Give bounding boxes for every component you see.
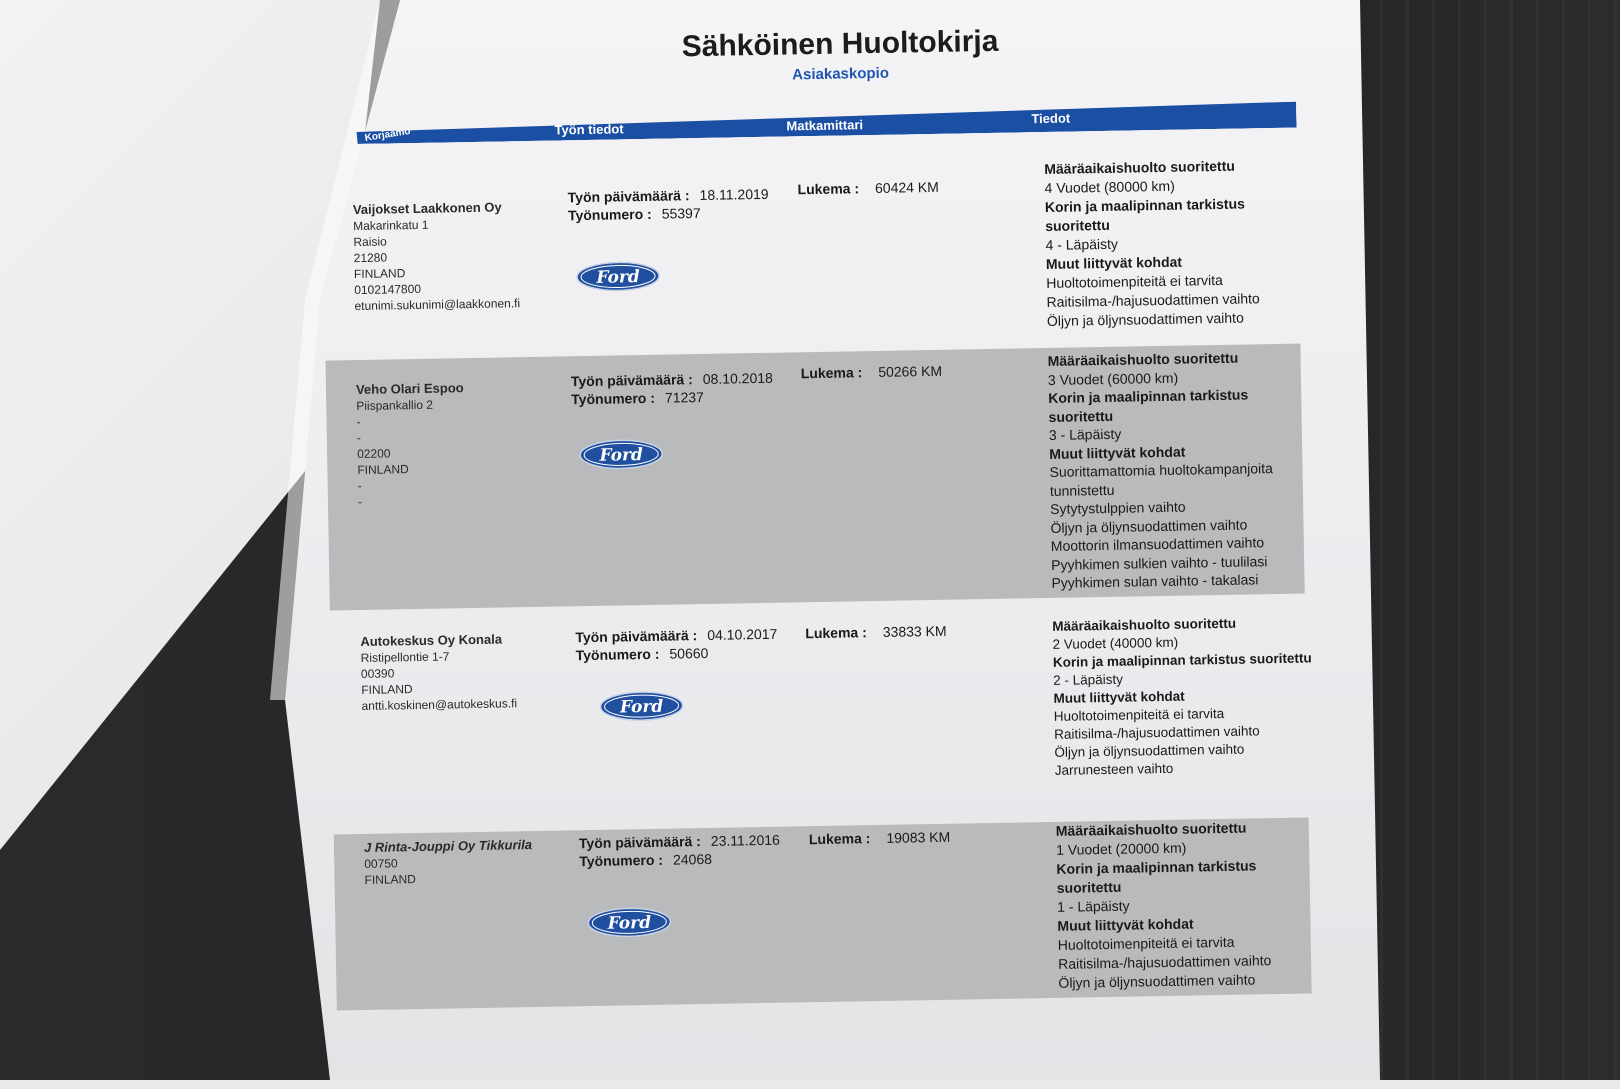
info-line: Muut liittyvät kohdat (1049, 443, 1186, 462)
info-line: Pyyhkimen sulkien vaihto - tuulilasi (1051, 552, 1268, 573)
reading-label: Lukema : (808, 830, 871, 848)
ford-logo-text: Ford (619, 696, 664, 718)
work-details (568, 184, 799, 224)
info-line: Raitisilma-/hajusuodattimen vaihto (1053, 723, 1260, 742)
work-details (571, 368, 802, 408)
service-record-4 (334, 817, 1312, 1010)
shop-line: FINLAND (357, 462, 409, 478)
info-line: Korin ja maalipinnan tarkistus suoritettu (1052, 650, 1312, 670)
info-line: 2 - Läpäisty (1053, 671, 1124, 688)
shop-line: 00750 (364, 856, 398, 871)
info-line: 2 Vuodet (40000 km) (1052, 634, 1179, 652)
info-line: Muut liittyvät kohdat (1045, 253, 1183, 272)
shop-address (360, 631, 561, 714)
shop-line: 00390 (360, 666, 395, 682)
work-date-label: Työn päivämäärä : (567, 187, 690, 206)
table-header (356, 102, 1296, 144)
shop-email: antti.koskinen@autokeskus.fi (361, 696, 518, 713)
work-number-label: Työnumero : (579, 851, 664, 870)
reading-value: 60424 KM (874, 178, 939, 196)
shop-address (353, 199, 555, 314)
background-seat-texture (1380, 0, 1620, 1080)
info-line: Määräaikaishuolto suoritettu (1044, 157, 1235, 177)
work-date-label: Työn päivämäärä : (578, 833, 701, 852)
info-line: 4 - Läpäisty (1045, 235, 1119, 253)
service-record-2 (325, 344, 1304, 611)
work-date-label: Työn päivämäärä : (570, 371, 693, 390)
shop-line: 02200 (357, 446, 391, 462)
shop-line: Raisio (353, 234, 387, 250)
service-info (1056, 817, 1321, 993)
work-date-value: 18.11.2019 (699, 185, 769, 204)
shop-line: - (357, 494, 363, 510)
ford-logo-text: Ford (607, 912, 652, 934)
work-details (575, 624, 806, 664)
info-line: 3 Vuodet (60000 km) (1047, 369, 1179, 388)
info-line: 1 - Läpäisty (1056, 897, 1130, 915)
odometer-reading (809, 826, 1049, 848)
ford-logo-text: Ford (599, 445, 644, 466)
header-odometer: Matkamittari (786, 117, 864, 134)
service-info (1044, 155, 1309, 331)
work-date-value: 04.10.2017 (707, 625, 778, 643)
shop-address (364, 836, 565, 887)
info-line: Määräaikaishuolto suoritettu (1047, 349, 1239, 369)
info-line: Huoltotoimenpiteitä ei tarvita (1046, 271, 1224, 291)
shop-email: etunimi.sukunimi@laakkonen.fi (354, 296, 521, 314)
service-info (1052, 613, 1317, 780)
reading-value: 33833 KM (882, 622, 947, 640)
info-line: Määräaikaishuolto suoritettu (1055, 819, 1247, 839)
info-line: 4 Vuodet (80000 km) (1044, 177, 1175, 196)
service-record-3 (330, 614, 1312, 821)
info-line: Korin ja maalipinnan tarkistus suoritettu (1056, 857, 1257, 896)
info-line: Määräaikaishuolto suoritettu (1052, 615, 1237, 634)
ford-logo-icon (587, 907, 672, 938)
reading-value: 50266 KM (878, 362, 943, 380)
shop-line: 0102147800 (354, 281, 422, 298)
shop-name: Vaijokset Laakkonen Oy (352, 199, 502, 218)
info-line: Öljyn ja öljynsuodattimen vaihto (1058, 971, 1256, 991)
shop-name: Autokeskus Oy Konala (360, 631, 503, 650)
work-number-value: 55397 (661, 205, 701, 222)
ford-logo-icon (576, 261, 661, 292)
shop-line: FINLAND (364, 872, 417, 887)
info-line: 1 Vuodet (20000 km) (1056, 839, 1187, 858)
reading-label: Lukema : (797, 180, 860, 198)
info-line: Öljyn ja öljynsuodattimen vaihto (1046, 309, 1244, 329)
odometer-reading (805, 620, 1045, 642)
work-number-label: Työnumero : (575, 645, 660, 664)
shop-name: J Rinta-Jouppi Oy Tikkurila (363, 837, 533, 855)
work-date-value: 08.10.2018 (702, 369, 773, 387)
work-number-value: 24068 (672, 850, 713, 868)
info-line: Sytytystulppien vaihto (1050, 498, 1186, 517)
work-number-label: Työnumero : (571, 389, 656, 408)
info-line: 3 - Läpäisty (1048, 425, 1122, 443)
ford-logo-icon (599, 690, 684, 721)
info-line: Huoltotoimenpiteitä ei tarvita (1057, 933, 1235, 953)
work-date-value: 23.11.2016 (710, 831, 781, 849)
shop-line: Piispankallio 2 (356, 397, 434, 414)
shop-line: FINLAND (361, 682, 413, 697)
reading-value: 19083 KM (886, 828, 951, 846)
info-line: Raitisilma-/hajusuodattimen vaihto (1046, 290, 1260, 310)
work-number-value: 50660 (669, 644, 709, 662)
shop-line: 21280 (353, 250, 388, 266)
info-line: Huoltotoimenpiteitä ei tarvita (1053, 705, 1225, 724)
header-info: Tiedot (1031, 110, 1071, 127)
shop-line: Ristipellontie 1-7 (360, 649, 450, 666)
service-record-1 (322, 152, 1300, 349)
info-line: Korin ja maalipinnan tarkistus suoritettu (1044, 195, 1245, 234)
info-line: Öljyn ja öljynsuodattimen vaihto (1050, 516, 1248, 536)
shop-line: - (356, 430, 361, 446)
info-line: Pyyhkimen sulan vaihto - takalasi (1051, 571, 1259, 591)
service-info (1047, 347, 1313, 592)
document-title: Sähköinen Huoltokirja (681, 24, 999, 64)
shop-line: - (356, 414, 361, 430)
work-details (579, 830, 810, 870)
work-number-label: Työnumero : (567, 205, 652, 224)
ford-logo-text: Ford (596, 267, 640, 288)
info-line: Korin ja maalipinnan tarkistus suoritettu (1048, 386, 1249, 425)
info-line: Jarrunesteen vaihto (1054, 760, 1174, 778)
shop-line: Makarinkatu 1 (353, 217, 429, 234)
info-line: Moottorin ilmansuodattimen vaihto (1050, 534, 1265, 554)
info-line: Öljyn ja öljynsuodattimen vaihto (1054, 741, 1245, 760)
service-book-document (309, 0, 1338, 1089)
ford-logo-icon (579, 439, 664, 470)
header-work: Työn tiedot (554, 121, 624, 138)
info-line: Raitisilma-/hajusuodattimen vaihto (1057, 952, 1272, 972)
work-number-value: 71237 (664, 388, 705, 406)
info-line: Muut liittyvät kohdat (1057, 915, 1194, 934)
info-line: Muut liittyvät kohdat (1053, 688, 1185, 706)
odometer-reading (797, 176, 1037, 198)
work-date-label: Työn päivämäärä : (575, 627, 698, 646)
shop-address (356, 379, 558, 510)
header-shop: Korjaamo (363, 125, 412, 144)
info-line: Suorittamattomia huoltokampanjoita tunnistettu (1049, 460, 1273, 499)
reading-label: Lukema : (805, 624, 867, 642)
shop-name: Veho Olari Espoo (355, 380, 464, 398)
document-subtitle: Asiakaskopio (792, 64, 890, 84)
odometer-reading (801, 360, 1041, 382)
shop-line: - (357, 478, 362, 494)
reading-label: Lukema : (800, 364, 863, 382)
shop-line: FINLAND (353, 266, 406, 282)
